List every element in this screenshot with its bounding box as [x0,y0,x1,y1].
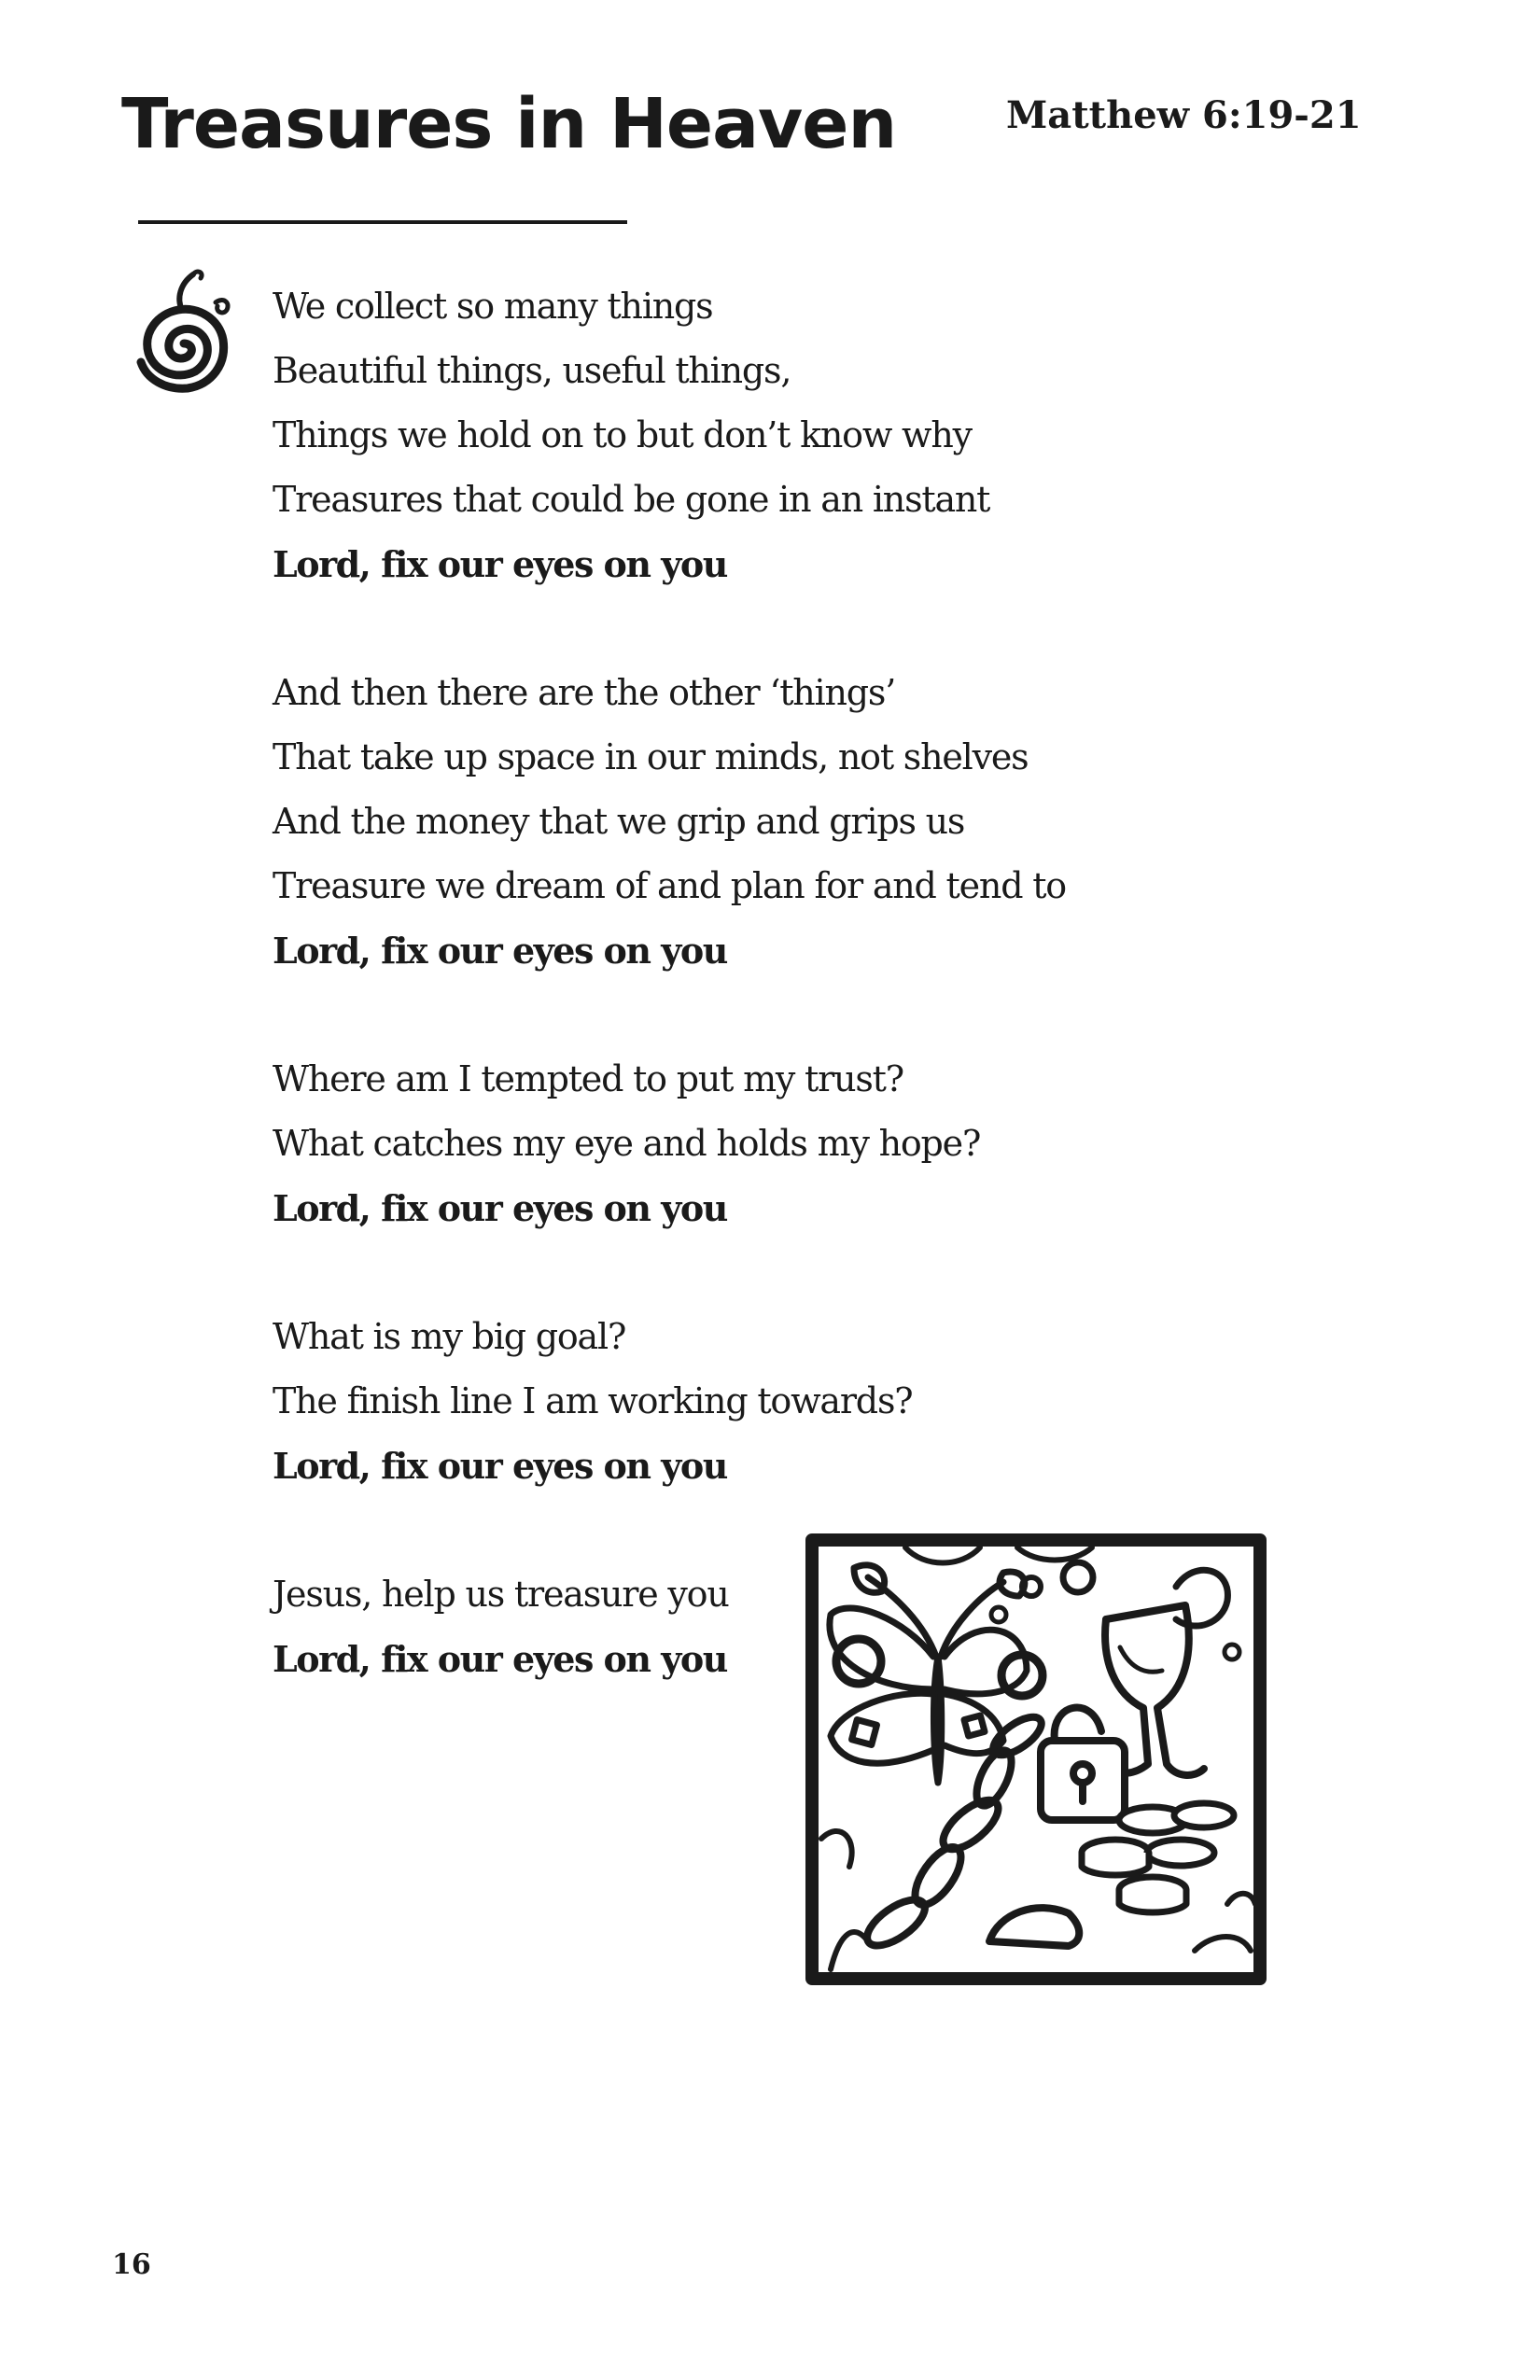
stanza-1 [273,274,1113,596]
treasure-illustration [803,1531,1269,1988]
poem-line: Jesus, help us treasure you [273,1574,729,1615]
poem-line: The finish line I am working towards? [273,1380,913,1421]
stanza-3 [273,1047,1113,1240]
poem-line: Treasures that could be gone in an instant [273,479,990,520]
refrain-line: Lord, fix our eyes on you [273,1638,727,1680]
poem-line: What is my big goal? [273,1316,626,1357]
refrain-line: Lord, fix our eyes on you [273,543,727,585]
refrain-line: Lord, fix our eyes on you [273,930,727,972]
stanza-4 [273,1305,1113,1498]
scripture-reference: Matthew 6:19-21 [1006,93,1362,137]
poem-line: Things we hold on to but don’t know why [273,414,972,455]
spiral-icon [135,265,236,396]
poem-line: What catches my eye and holds my hope? [273,1123,981,1164]
refrain-line: Lord, fix our eyes on you [273,1445,727,1487]
poem-line: And the money that we grip and grips us [273,801,965,842]
page-number: 16 [112,2248,151,2281]
stanza-2 [273,661,1113,983]
title-underline [138,220,627,224]
poem-line: That take up space in our minds, not shelves [273,736,1029,777]
poem-line: And then there are the other ‘things’ [273,672,896,713]
page-title: Treasures in Heaven [121,84,897,164]
refrain-line: Lord, fix our eyes on you [273,1187,727,1229]
poem-line: Treasure we dream of and plan for and tend to [273,865,1066,906]
poem-line: Where am I tempted to put my trust? [273,1058,903,1099]
poem-line: We collect so many things [273,286,713,327]
poem-line: Beautiful things, useful things, [273,350,791,391]
